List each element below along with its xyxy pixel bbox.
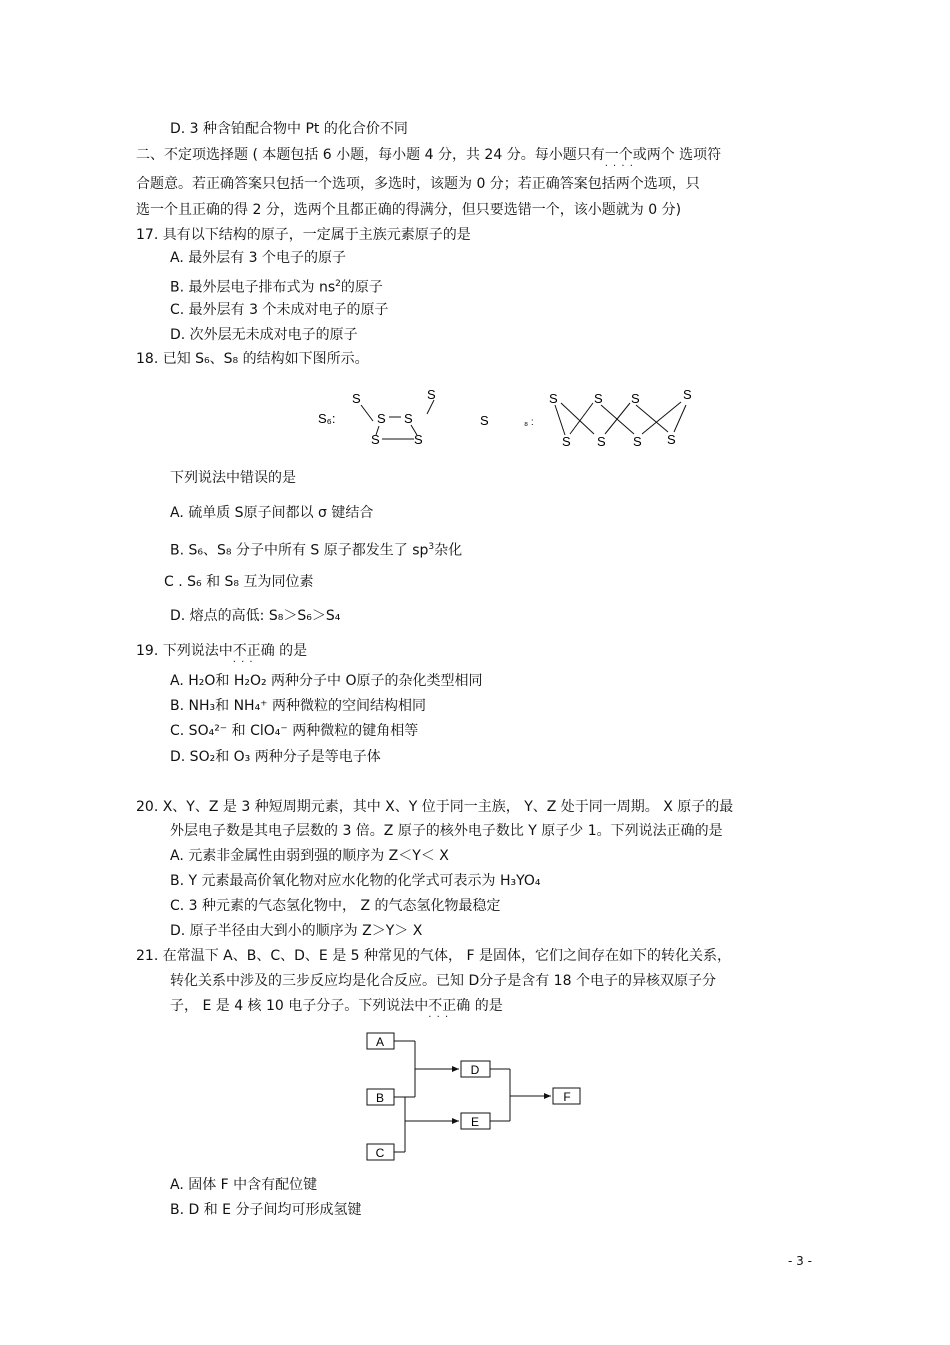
q21-option-a: A. 固体 F 中含有配位键 [170, 1177, 318, 1193]
box-f-label: F [563, 1090, 571, 1104]
box-b-label: B [375, 1091, 385, 1105]
q16-option-d: D. 3 种含铂配合物中 Pt 的化合价不同 [170, 121, 408, 137]
s8-label-sub: ₈ : [524, 417, 534, 428]
q18-option-c: C . S₆ 和 S₈ 互为同位素 [164, 574, 314, 590]
q21-stem-line2: 转化关系中涉及的三步反应均是化合反应。已知 D分子是含有 18 个电子的异核双原子分 [170, 973, 716, 989]
flow-connectors [394, 1041, 551, 1152]
q18-option-b-tail: 杂化 [434, 542, 463, 559]
s8-label: S [480, 413, 489, 428]
q17-option-c: C. 最外层有 3 个未成对电子的原子 [170, 302, 389, 318]
q20-option-d: D. 原子半径由大到小的顺序为 Z＞Y＞ X [170, 923, 423, 939]
q17-option-b [170, 275, 383, 297]
box-c-label: C [375, 1146, 385, 1160]
q19-stem-tail: 的是 [274, 643, 308, 659]
q21-stem-text: 子， E 是 4 核 10 电子分子。下列说法中 [170, 998, 429, 1014]
q17-option-a: A. 最外层有 3 个电子的原子 [170, 250, 347, 266]
q18-option-b-sup: 3 [428, 542, 435, 552]
page-number: - 3 - [788, 1254, 812, 1268]
q17-option-b-tail: 的原子 [340, 279, 383, 296]
q19-option-b: B. NH₃和 NH₄⁺ 两种微粒的空间结构相同 [170, 698, 427, 714]
section2-instructions-line2: 合题意。若正确答案只包括一个选项，多选时，该题为 0 分；若正确答案包括两个选项，只 [136, 176, 700, 192]
q17-stem: 17. 具有以下结构的原子，一定属于主族元素原子的是 [136, 227, 471, 243]
atom-s: S [404, 411, 413, 426]
q18-stem: 18. 已知 S₆、S₈ 的结构如下图所示。 [136, 351, 369, 367]
s6-label: S₆: [318, 411, 336, 426]
q20-option-a: A. 元素非金属性由弱到强的顺序为 Z＜Y＜ X [170, 848, 449, 864]
atom-s: S [377, 411, 386, 426]
q21-stem-line3 [170, 997, 503, 1015]
box-e-label: E [470, 1115, 480, 1129]
q20-option-b: B. Y 元素最高价氧化物对应水化物的化学式可表示为 H₃YO₄ [170, 873, 541, 889]
q17-option-d: D. 次外层无未成对电子的原子 [170, 327, 358, 343]
emphasis-one-or-two: 一个或两个 · · · · [605, 147, 675, 163]
q18-substem: 下列说法中错误的是 [170, 470, 296, 486]
atom-s: S [562, 434, 571, 449]
atom-s: S [352, 391, 361, 406]
sulfur-structure-figure [300, 380, 720, 455]
emphasis-incorrect: 不正确 · · · [233, 643, 275, 659]
atom-s: S [549, 391, 558, 406]
q19-stem-text: 19. 下列说法中 [136, 643, 233, 659]
section2-line1-text: 二、不定项选择题 ( 本题包括 6 小题，每小题 4 分，共 24 分。每小题只有 [136, 147, 605, 163]
q20-stem-line1: 20. X、Y、Z 是 3 种短周期元素，其中 X、Y 位于同一主族， Y、Z 处于同一周期。 X 原子的最 [136, 799, 734, 815]
q21-stem-tail: 的是 [470, 998, 503, 1014]
section2-instructions-line3: 选一个且正确的得 2 分，选两个且都正确的得满分，但只要选错一个，该小题就为 0 分) [136, 202, 682, 218]
s8-ring [555, 402, 686, 435]
q17-option-b-sup: 2 [335, 279, 341, 289]
box-a-label: A [375, 1035, 385, 1049]
atom-s: S [631, 391, 640, 406]
q21-option-b: B. D 和 E 分子间均可形成氢键 [170, 1202, 362, 1218]
q21-stem-line1: 21. 在常温下 A、B、C、D、E 是 5 种常见的气体， F 是固体，它们之间存在如下的转化关系， [136, 948, 731, 964]
atom-s: S [594, 391, 603, 406]
emphasis-incorrect: 不正确 · · · [428, 998, 470, 1014]
q18-option-d: D. 熔点的高低: S₈＞S₆＞S₄ [170, 608, 341, 624]
q19-stem [136, 642, 307, 660]
atom-s: S [667, 432, 676, 447]
q19-option-a: A. H₂O和 H₂O₂ 两种分子中 O原子的杂化类型相同 [170, 673, 483, 689]
s8-atoms [549, 387, 692, 449]
atom-s: S [683, 387, 692, 402]
q18-option-b-text: B. S₆、S₈ 分子中所有 S 原子都发生了 sp [170, 542, 429, 559]
atom-s: S [597, 434, 606, 449]
q20-option-c: C. 3 种元素的气态氢化物中， Z 的气态氢化物最稳定 [170, 898, 501, 914]
section2-line1-tail: 选项符 [674, 147, 722, 163]
q18-option-a: A. 硫单质 S原子间都以 σ 键结合 [170, 505, 374, 521]
q17-option-b-text: B. 最外层电子排布式为 ns [170, 279, 336, 296]
box-d-label: D [470, 1063, 480, 1077]
section2-instructions-line1 [136, 146, 721, 164]
conversion-flow-diagram [360, 1025, 600, 1165]
q18-option-b [170, 538, 462, 560]
atom-s: S [633, 434, 642, 449]
atom-s: S [414, 432, 423, 447]
q19-option-d: D. SO₂和 O₃ 两种分子是等电子体 [170, 749, 381, 765]
q20-stem-line2: 外层电子数是其电子层数的 3 倍。Z 原子的核外电子数比 Y 原子少 1。下列说法正确的是 [170, 823, 723, 839]
atom-s: S [427, 387, 436, 402]
q19-option-c: C. SO₄²⁻ 和 ClO₄⁻ 两种微粒的键角相等 [170, 723, 419, 739]
atom-s: S [371, 432, 380, 447]
